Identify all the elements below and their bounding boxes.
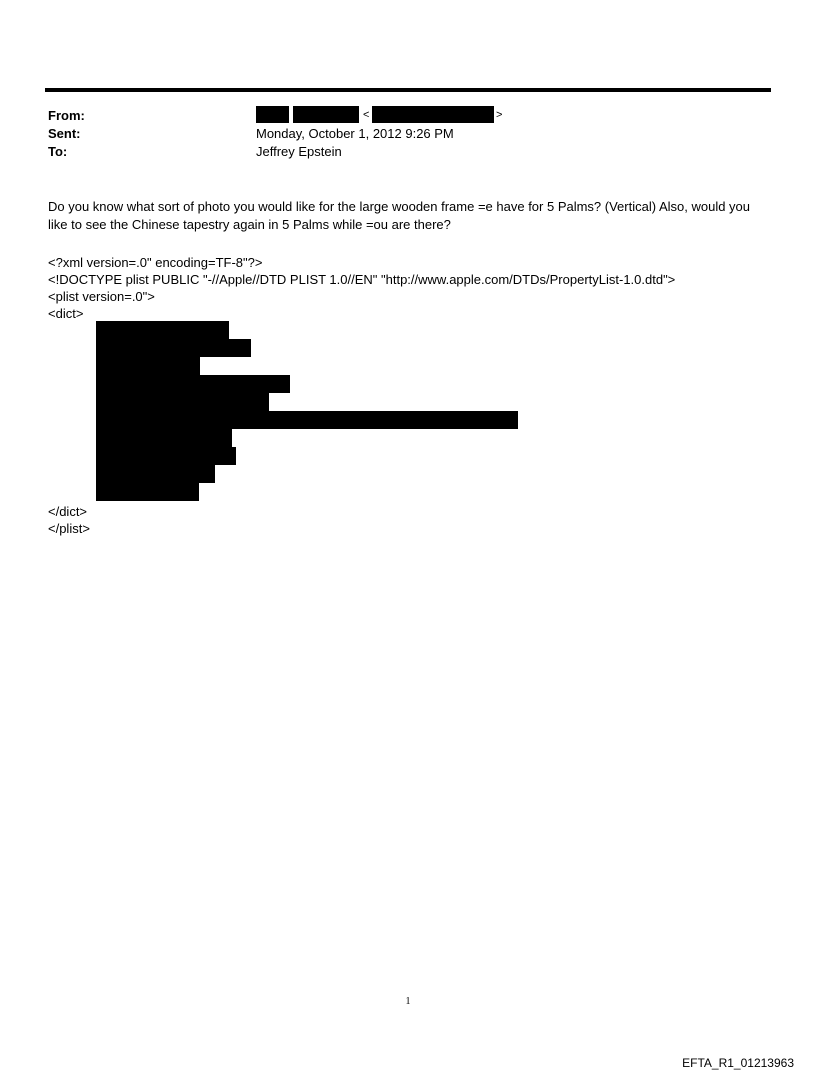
doctype-line: <!DOCTYPE plist PUBLIC "-//Apple//DTD PLIST 1.0//EN" "http://www.apple.com/DTDs/PropertyList-1.0.dtd"> bbox=[48, 272, 676, 287]
header-divider bbox=[45, 88, 771, 92]
dict-close-tag: </dict> bbox=[48, 504, 88, 519]
message-body: Do you know what sort of photo you would like for the large wooden frame =e have for 5 Palms? (Vertical) Also, would you like to see the Chinese tapestry again in 5 Palms while =ou are there? bbox=[48, 199, 751, 232]
redaction-dict-line-4 bbox=[96, 375, 290, 393]
redaction-dict-line-1 bbox=[96, 321, 229, 339]
redaction-dict-line-8 bbox=[96, 447, 236, 465]
sent-value: Monday, October 1, 2012 9:26 PM bbox=[256, 126, 454, 141]
plist-open-tag: <plist version=.0"> bbox=[48, 289, 155, 304]
redaction-dict-line-3 bbox=[96, 357, 200, 375]
document-id: EFTA_R1_01213963 bbox=[682, 1056, 794, 1070]
from-email-open-bracket: < bbox=[363, 109, 370, 121]
plist-close-tag: </plist> bbox=[48, 521, 90, 536]
redaction-dict-line-7 bbox=[96, 429, 232, 447]
from-label: From: bbox=[48, 108, 85, 123]
redaction-dict-line-9 bbox=[96, 465, 215, 483]
page-number: 1 bbox=[405, 996, 411, 1007]
sent-label: Sent: bbox=[48, 126, 81, 141]
redaction-from-email bbox=[372, 106, 494, 123]
redaction-dict-line-6 bbox=[96, 411, 518, 429]
to-label: To: bbox=[48, 144, 68, 159]
redaction-dict-line-5 bbox=[96, 393, 269, 411]
redaction-from-first-name bbox=[256, 106, 289, 123]
from-email-close-bracket: > bbox=[496, 109, 503, 121]
redaction-dict-line-2 bbox=[96, 339, 251, 357]
redaction-dict-line-10 bbox=[96, 483, 199, 501]
to-value: Jeffrey Epstein bbox=[256, 144, 342, 159]
dict-open-tag: <dict> bbox=[48, 306, 84, 321]
xml-declaration: <?xml version=.0" encoding=TF-8"?> bbox=[48, 255, 263, 270]
redaction-from-last-name bbox=[293, 106, 359, 123]
